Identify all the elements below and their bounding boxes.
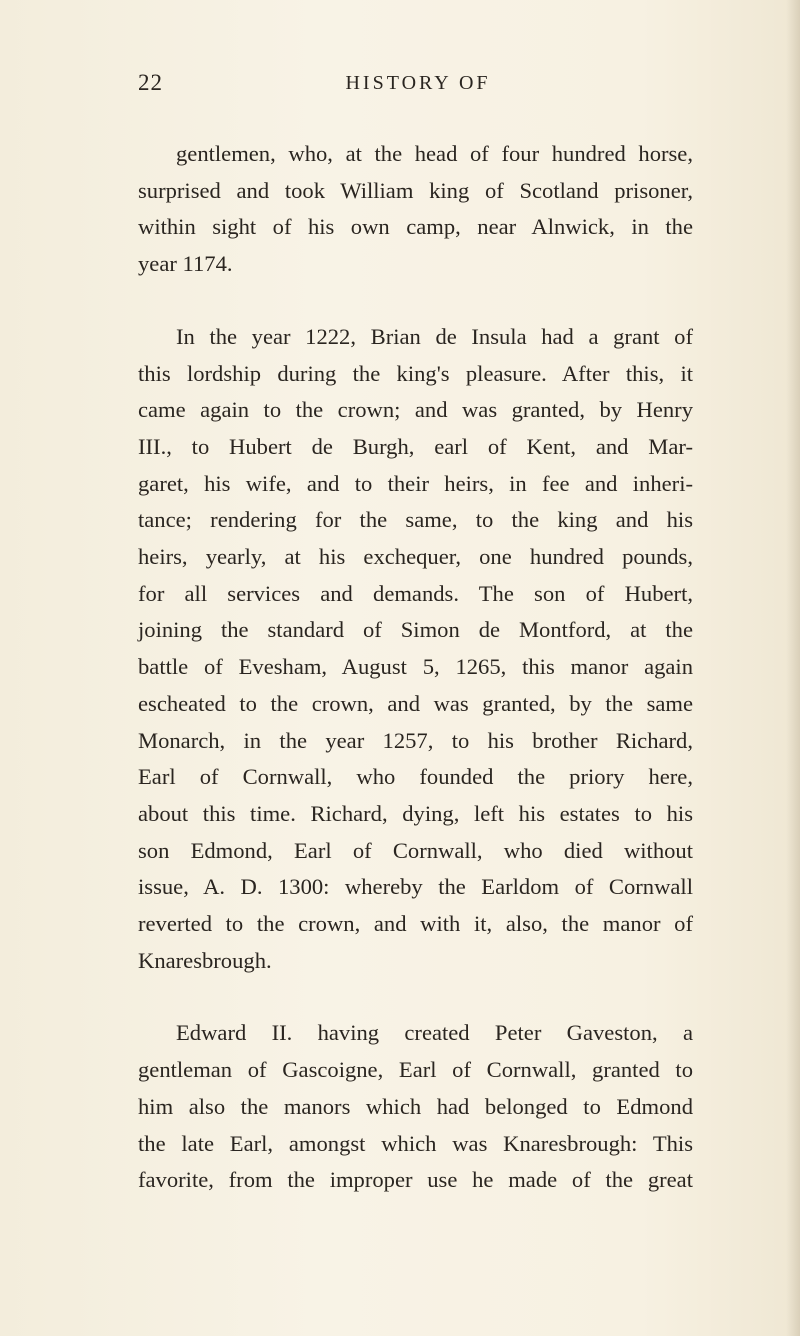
text-line: within sight of his own camp, near Alnwick, in the: [138, 214, 693, 240]
text-line: gentleman of Gascoigne, Earl of Cornwall, granted to: [138, 1057, 693, 1083]
text-line: reverted to the crown, and with it, also, the manor of: [138, 911, 693, 937]
text-line: favorite, from the improper use he made of the great: [138, 1167, 693, 1193]
page-number: 22: [138, 70, 163, 95]
page-edge-shadow: [786, 0, 800, 1336]
text-line: for all services and demands. The son of Hubert,: [138, 580, 693, 606]
running-head: HISTORY OF: [345, 72, 491, 94]
paragraph-gap: [138, 283, 693, 319]
text-line: surprised and took William king of Scotland prisoner,: [138, 177, 693, 203]
text-line: III., to Hubert de Burgh, earl of Kent, and Mar-: [138, 433, 693, 459]
text-line: escheated to the crown, and was granted, by the same: [138, 690, 693, 716]
text-line: year 1174.: [138, 251, 233, 277]
text-line: heirs, yearly, at his exchequer, one hundred pounds,: [138, 544, 693, 570]
text-line: garet, his wife, and to their heirs, in fee and inheri-: [138, 470, 693, 496]
text-line: Monarch, in the year 1257, to his brother Richard,: [138, 727, 693, 753]
paragraph-gap: [138, 979, 693, 1015]
paragraph-1: [138, 136, 693, 283]
text-line: joining the standard of Simon de Montford, at the: [138, 617, 693, 643]
text-line: about this time. Richard, dying, left his estates to his: [138, 800, 693, 826]
text-line: the late Earl, amongst which was Knaresbrough: This: [138, 1130, 693, 1156]
text-line: Knaresbrough.: [138, 947, 272, 973]
text-line: In the year 1222, Brian de Insula had a grant of: [176, 323, 693, 349]
body-text: [138, 136, 693, 1199]
text-line: tance; rendering for the same, to the king and his: [138, 507, 693, 533]
text-line: battle of Evesham, August 5, 1265, this manor again: [138, 654, 693, 680]
text-line: Earl of Cornwall, who founded the priory here,: [138, 764, 693, 790]
text-line: him also the manors which had belonged to Edmond: [138, 1093, 693, 1119]
paragraph-3: [138, 1015, 693, 1199]
text-line: this lordship during the king's pleasure. After this, it: [138, 360, 693, 386]
text-line: son Edmond, Earl of Cornwall, who died without: [138, 837, 693, 863]
paragraph-2: [138, 319, 693, 980]
text-line: Edward II. having created Peter Gaveston, a: [176, 1020, 693, 1046]
page-header: [138, 70, 698, 110]
text-line: gentlemen, who, at the head of four hundred horse,: [176, 141, 693, 166]
text-line: came again to the crown; and was granted, by Henry: [138, 397, 693, 423]
text-line: issue, A. D. 1300: whereby the Earldom of Cornwall: [138, 874, 693, 900]
